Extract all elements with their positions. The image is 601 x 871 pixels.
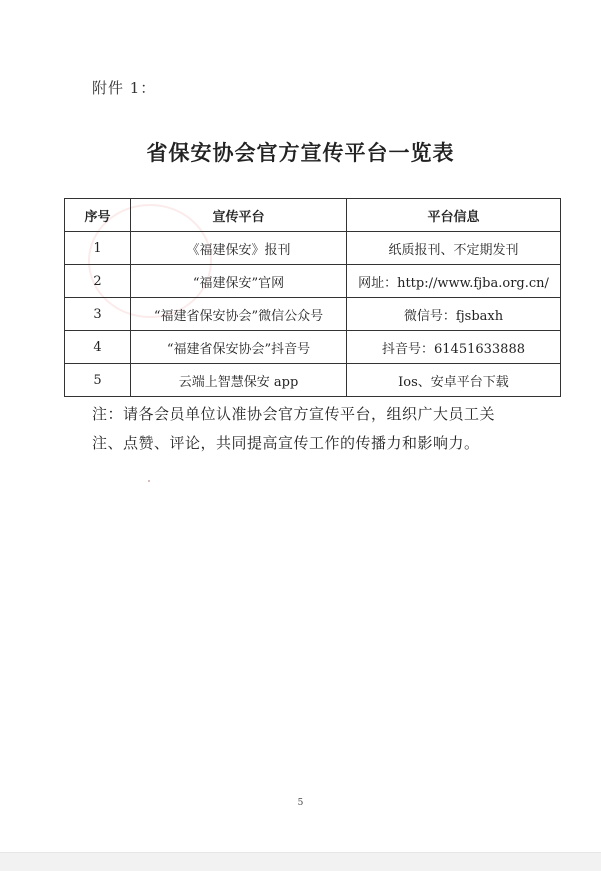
table-row	[65, 331, 561, 364]
table-row	[65, 265, 561, 298]
table-row	[65, 232, 561, 265]
note-paragraph	[92, 400, 532, 458]
viewer-bottom-strip	[0, 852, 601, 871]
table-row	[65, 298, 561, 331]
row-info: 微信号：fjsbaxh	[347, 298, 561, 331]
note-line-1: 注：请各会员单位认准协会官方宣传平台，组织广大员工关	[92, 405, 496, 423]
row-info: 纸质报刊、不定期发刊	[347, 232, 561, 265]
row-platform: “福建省保安协会”抖音号	[131, 331, 347, 364]
header-info: 平台信息	[347, 199, 561, 232]
row-info: 抖音号：61451633888	[347, 331, 561, 364]
row-no: 1	[65, 232, 131, 265]
page-title: 省保安协会官方宣传平台一览表	[146, 141, 455, 165]
page-number: 5	[297, 798, 304, 808]
row-no: 3	[65, 298, 131, 331]
row-no: 2	[65, 265, 131, 298]
row-no: 4	[65, 331, 131, 364]
row-info: Ios、安卓平台下载	[347, 364, 561, 397]
scan-speck	[148, 480, 150, 482]
row-platform: 《福建保安》报刊	[131, 232, 347, 265]
row-info: 网址：http://www.fjba.org.cn/	[347, 265, 561, 298]
row-platform: “福建保安”官网	[131, 265, 347, 298]
platform-table	[64, 198, 561, 397]
attachment-label: 附件 1：	[92, 79, 157, 97]
note-line-2: 注、点赞、评论，共同提高宣传工作的传播力和影响力。	[92, 434, 480, 452]
row-platform: “福建省保安协会”微信公众号	[131, 298, 347, 331]
header-no: 序号	[65, 199, 131, 232]
header-platform: 宣传平台	[131, 199, 347, 232]
table-row	[65, 364, 561, 397]
row-no: 5	[65, 364, 131, 397]
row-platform: 云端上智慧保安 app	[131, 364, 347, 397]
table-header-row	[65, 199, 561, 232]
